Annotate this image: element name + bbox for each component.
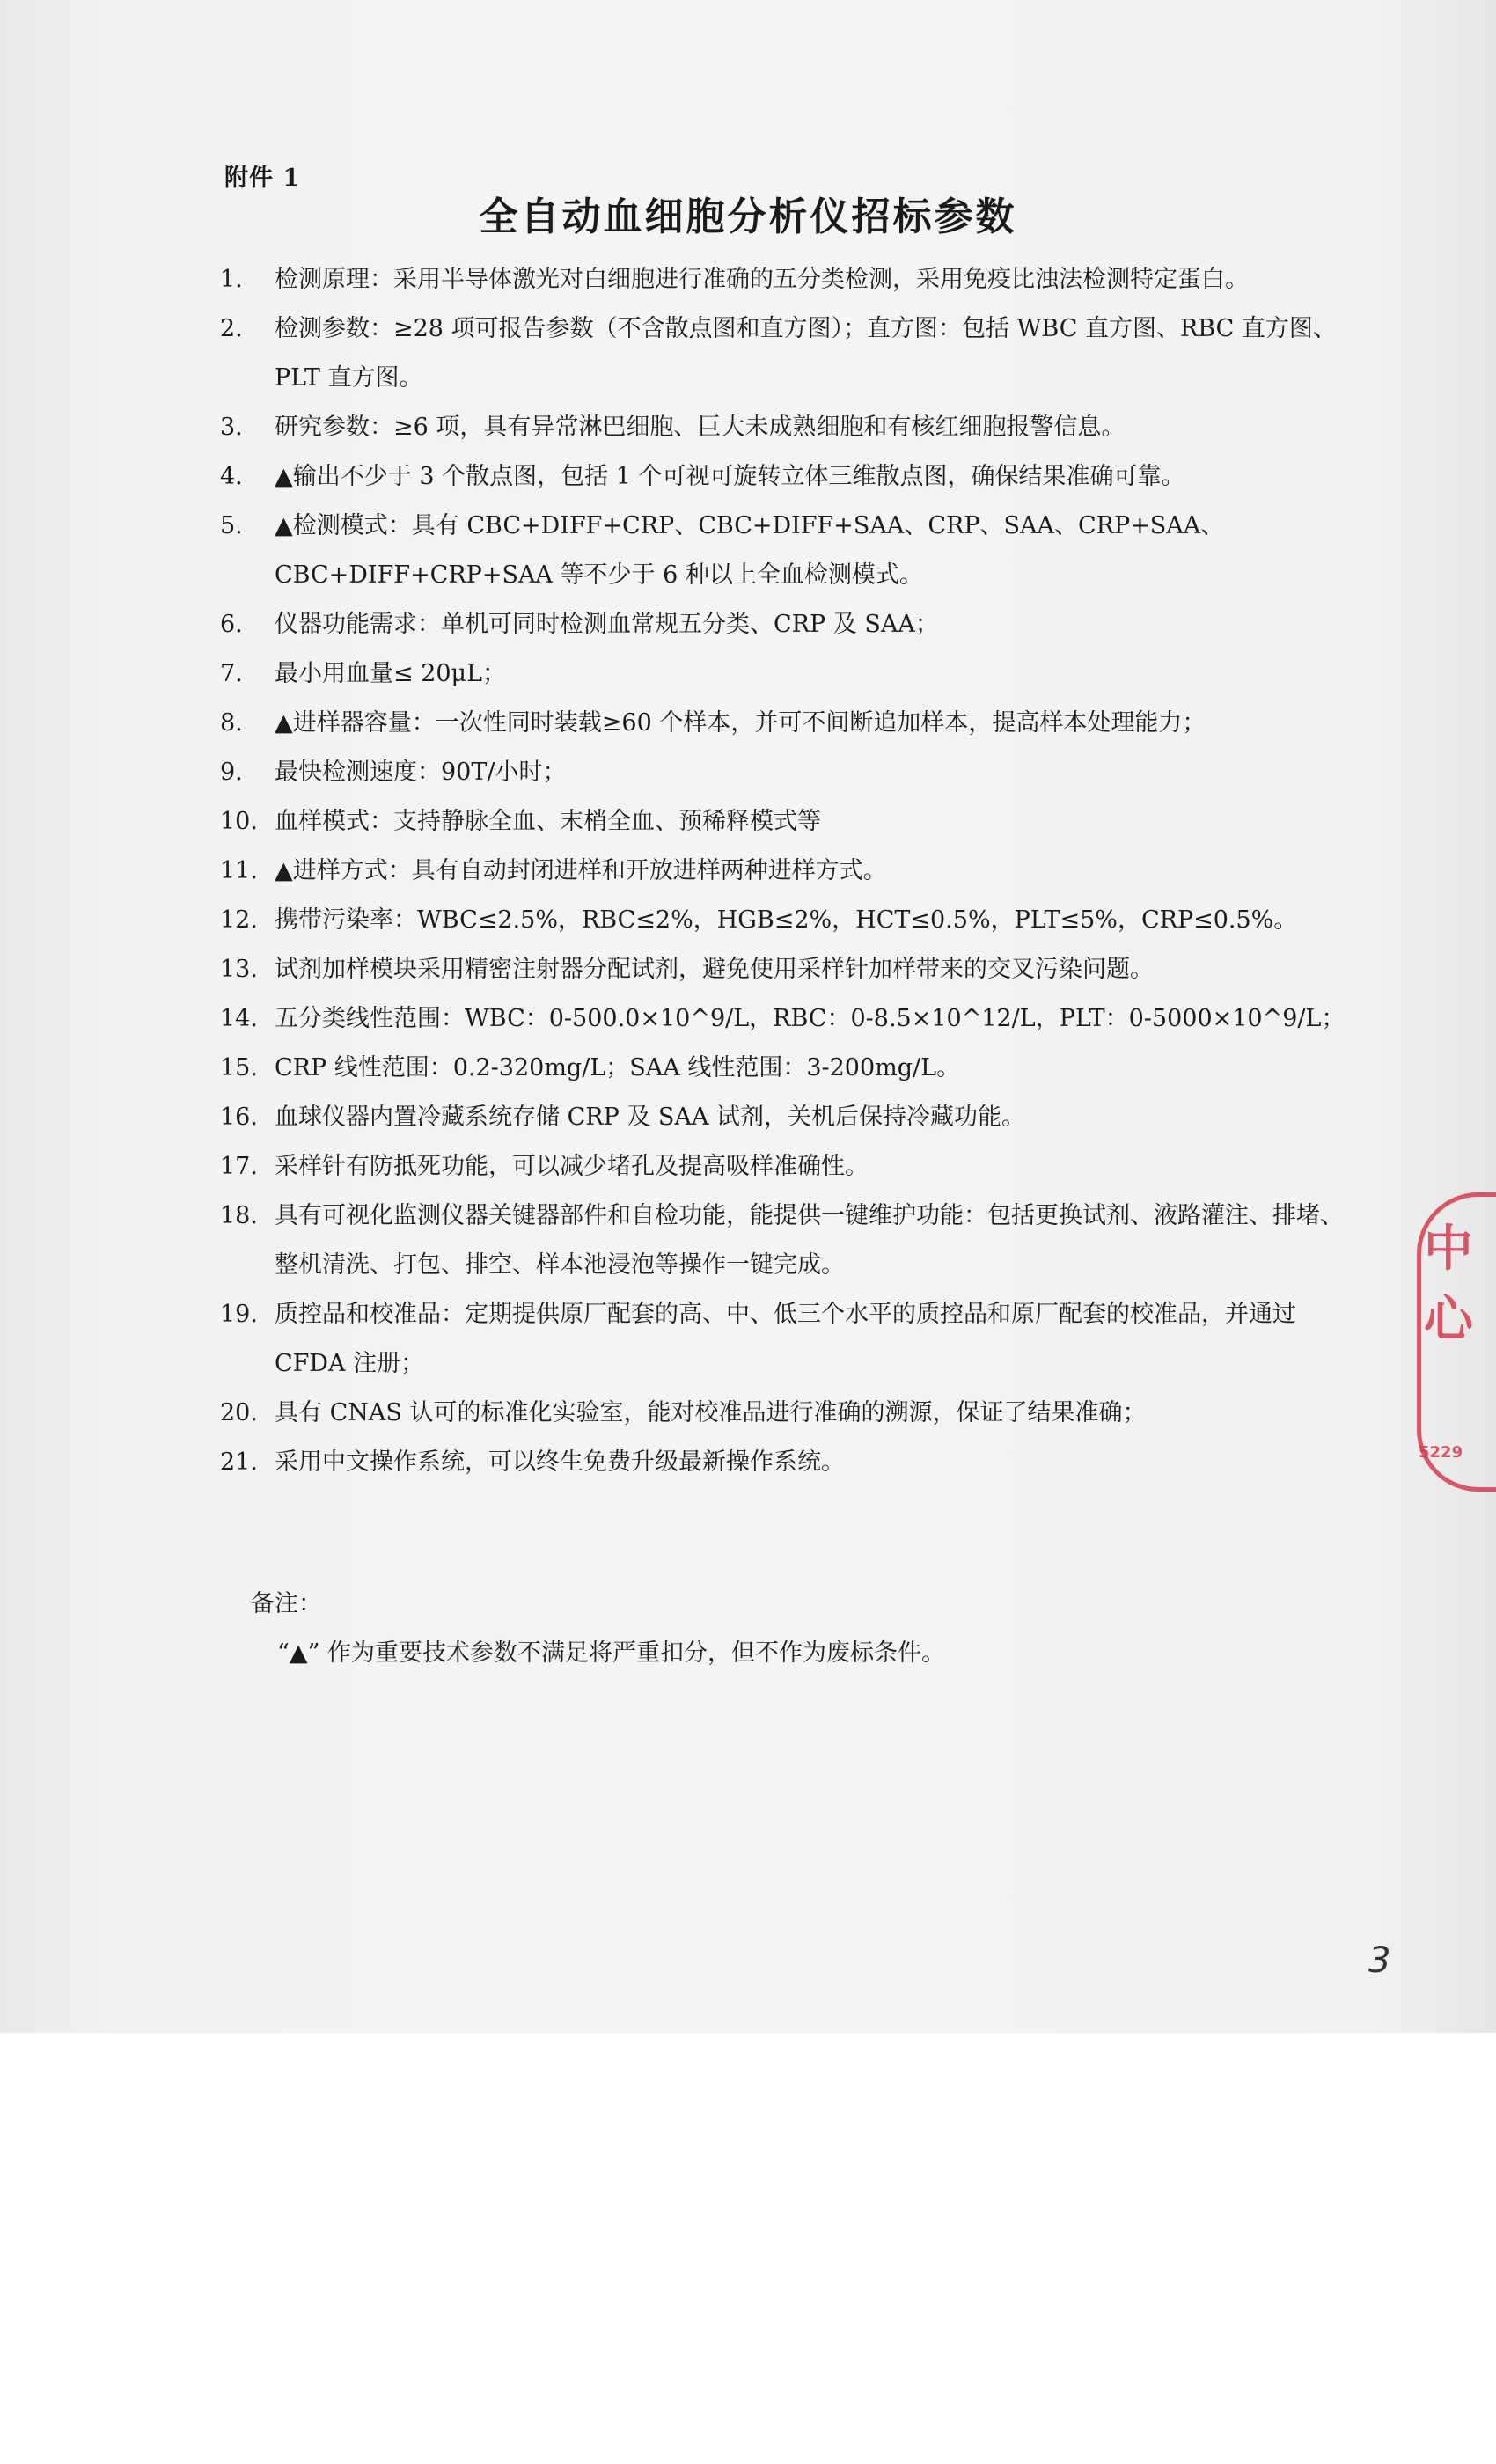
item-number: 8. [220,709,243,737]
document-title: 全自动血细胞分析仪招标参数 [479,194,1017,239]
item-text: 最小用血量≤ 20μL； [275,660,507,687]
list-item [220,945,1364,994]
list-item [220,403,1364,452]
item-text: 仪器功能需求：单机可同时检测血常规五分类、CRP 及 SAA； [275,611,939,638]
item-text: ▲检测模式：具有 CBC+DIFF+CRP、CBC+DIFF+SAA、CRP、SAA、CRP+SAA、CBC+DIFF+CRP+SAA 等不少于 6 种以上全血检测模式。 [275,512,1225,589]
item-number: 5. [220,512,243,539]
item-number: 16. [220,1104,258,1131]
item-text: CRP 线性范围：0.2-320mg/L；SAA 线性范围：3-200mg/L。 [275,1054,961,1082]
item-number: 19. [220,1301,258,1328]
list-item [220,994,1364,1044]
list-item [220,896,1364,945]
list-item [220,502,1364,600]
item-number: 6. [220,611,243,638]
list-item [220,1093,1364,1142]
item-text: ▲进样器容量：一次性同时装载≥60 个样本，并可不间断追加样本，提高样本处理能力； [275,709,1206,737]
list-item [220,452,1364,502]
item-number: 17. [220,1153,258,1180]
item-number: 2. [220,315,243,342]
item-text: 检测原理：采用半导体激光对白细胞进行准确的五分类检测，采用免疫比浊法检测特定蛋白。 [275,266,1249,293]
item-number: 4. [220,463,243,490]
list-item [220,847,1364,896]
list-item [220,797,1364,847]
item-number: 10. [220,808,258,835]
item-text: 采样针有防抵死功能，可以减少堵孔及提高吸样准确性。 [275,1153,869,1180]
list-item [220,748,1364,797]
parameter-list [220,255,1364,1487]
item-number: 9. [220,759,243,786]
item-number: 20. [220,1399,258,1426]
item-number: 12. [220,906,258,934]
list-item [220,600,1364,649]
item-text: 五分类线性范围：WBC：0-500.0×10^9/L，RBC：0-8.5×10^12/L，PLT：0-5000×10^9/L； [275,1005,1346,1032]
item-number: 13. [220,956,258,983]
item-number: 18. [220,1202,258,1229]
item-text: 血样模式：支持静脉全血、末梢全血、预稀释模式等 [275,808,821,835]
item-number: 15. [220,1054,258,1082]
list-item [220,1438,1364,1487]
remarks-section [251,1580,945,1678]
item-text: 携带污染率：WBC≤2.5%，RBC≤2%，HGB≤2%，HCT≤0.5%，PLT≤5%，CRP≤0.5%。 [275,906,1298,934]
item-number: 1. [220,266,243,293]
item-text: 检测参数：≥28 项可报告参数（不含散点图和直方图）；直方图：包括 WBC 直方图、RBC 直方图、PLT 直方图。 [275,315,1337,392]
item-text: 具有可视化监测仪器关键器部件和自检功能，能提供一键维护功能：包括更换试剂、液路灌注、排堵、整机清洗、打包、排空、样本池浸泡等操作一键完成。 [275,1202,1344,1279]
item-text: 最快检测速度：90T/小时； [275,759,567,786]
item-number: 11. [220,857,258,884]
seal-text: 中心 [1424,1221,1473,1348]
item-number: 7. [220,660,243,687]
list-item [220,1044,1364,1093]
list-item [220,255,1364,304]
page-number-mark: 3 [1368,1940,1391,1981]
item-text: 质控品和校准品：定期提供原厂配套的高、中、低三个水平的质控品和原厂配套的校准品，并通过 CFDA 注册； [275,1301,1296,1377]
item-number: 14. [220,1005,258,1032]
list-item [220,1389,1364,1438]
list-item [220,1142,1364,1192]
item-text: 采用中文操作系统，可以终生免费升级最新操作系统。 [275,1448,845,1476]
remarks-label: 备注： [251,1590,322,1617]
list-item [220,1290,1364,1389]
list-item [220,1192,1364,1290]
attachment-label: 附件 1 [224,165,301,192]
remarks-text: “▲” 作为重要技术参数不满足将严重扣分，但不作为废标条件。 [277,1639,945,1667]
item-text: ▲进样方式：具有自动封闭进样和开放进样两种进样方式。 [275,857,887,884]
item-text: 研究参数：≥6 项，具有异常淋巴细胞、巨大未成熟细胞和有核红细胞报警信息。 [275,414,1126,441]
list-item [220,649,1364,699]
seal-code: 5229 [1419,1443,1463,1462]
item-number: 3. [220,414,243,441]
item-text: 试剂加样模块采用精密注射器分配试剂，避免使用采样针加样带来的交叉污染问题。 [275,956,1154,983]
list-item [220,699,1364,748]
item-text: 具有 CNAS 认可的标准化实验室，能对校准品进行准确的溯源，保证了结果准确； [275,1399,1147,1426]
item-number: 21. [220,1448,258,1476]
item-text: 血球仪器内置冷藏系统存储 CRP 及 SAA 试剂，关机后保持冷藏功能。 [275,1104,1025,1131]
list-item [220,304,1364,403]
item-text: ▲输出不少于 3 个散点图，包括 1 个可视可旋转立体三维散点图，确保结果准确可靠。 [275,463,1185,490]
